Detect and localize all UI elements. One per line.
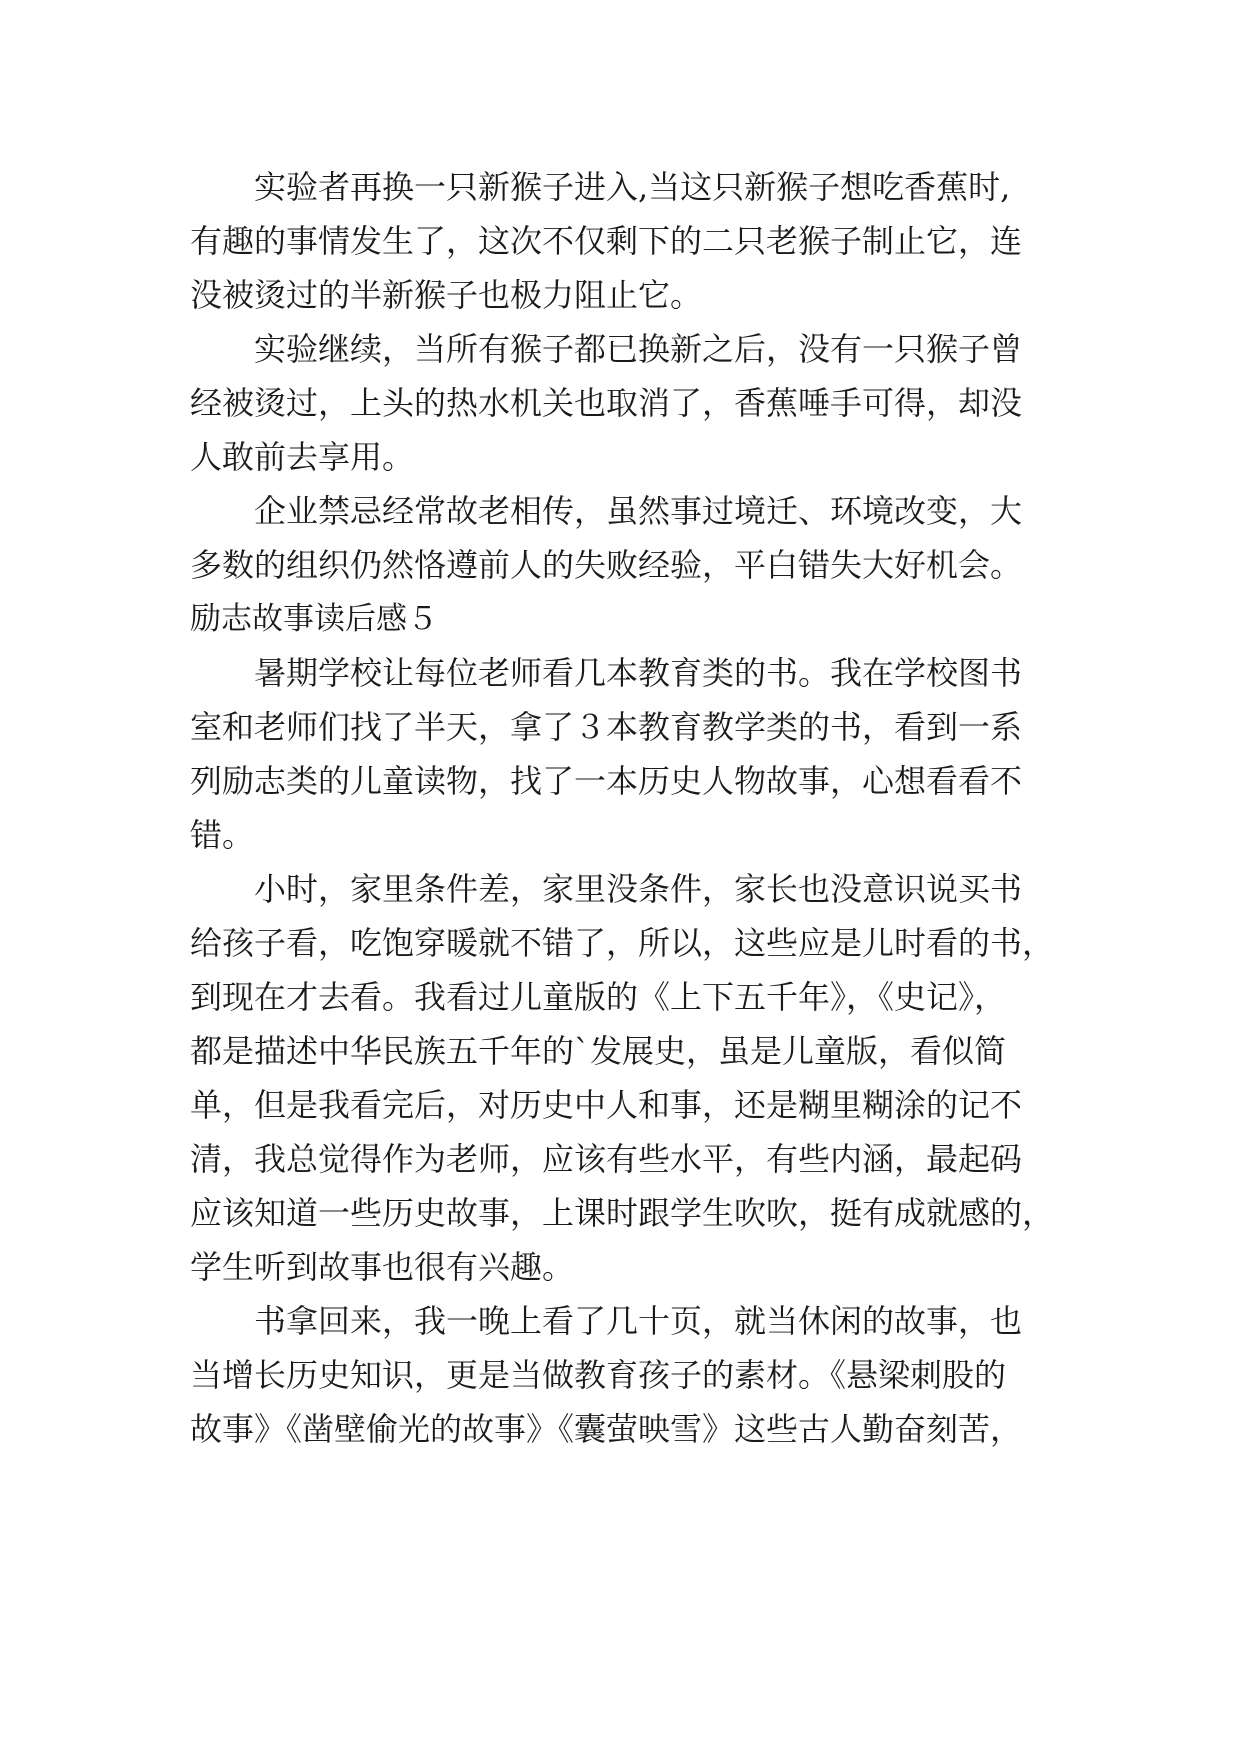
paragraph-line: 列励志类的儿童读物，找了一本历史人物故事，心想看看不 [190, 762, 1023, 800]
paragraph-line: 都是描述中华民族五千年的`发展史，虽是儿童版，看似简 [190, 1032, 1007, 1070]
paragraph-line: 经被烫过，上头的热水机关也取消了，香蕉唾手可得，却没 [190, 384, 1023, 422]
paragraph-line: 室和老师们找了半天，拿了３本教育教学类的书，看到一系 [190, 708, 1023, 746]
paragraph-line: 实验继续，当所有猴子都已换新之后，没有一只猴子曾 [254, 330, 1023, 368]
paragraph-line: 给孩子看，吃饱穿暖就不错了，所以，这些应是儿时看的书， [190, 924, 1055, 962]
paragraph-line: 企业禁忌经常故老相传，虽然事过境迁、环境改变，大 [254, 492, 1023, 530]
paragraph-line: 人敢前去享用。 [190, 438, 415, 476]
paragraph-line: 错。 [190, 816, 255, 854]
paragraph-line: 小时，家里条件差，家里没条件，家长也没意识说买书 [254, 870, 1023, 908]
paragraph-line: 到现在才去看。我看过儿童版的《上下五千年》，《史记》， [190, 978, 1007, 1016]
paragraph-line: 没被烫过的半新猴子也极力阻止它。 [190, 276, 703, 314]
paragraph-line: 书拿回来，我一晚上看了几十页，就当休闲的故事，也 [254, 1302, 1023, 1340]
paragraph-line: 暑期学校让每位老师看几本教育类的书。我在学校图书 [254, 654, 1023, 692]
section-heading: 励志故事读后感５ [190, 601, 438, 637]
paragraph-line: 学生听到故事也很有兴趣。 [190, 1248, 575, 1286]
paragraph-line: 多数的组织仍然恪遵前人的失败经验，平白错失大好机会。 [190, 546, 1023, 584]
document-body [190, 160, 1090, 1456]
paragraph-line: 实验者再换一只新猴子进入,当这只新猴子想吃香蕉时, [254, 168, 1011, 206]
paragraph-line: 故事》《凿壁偷光的故事》《囊萤映雪》这些古人勤奋刻苦， [190, 1410, 1023, 1448]
paragraph-line: 清，我总觉得作为老师，应该有些水平，有些内涵，最起码 [190, 1140, 1023, 1178]
paragraph-line: 单，但是我看完后，对历史中人和事，还是糊里糊涂的记不 [190, 1086, 1023, 1124]
paragraph-line: 有趣的事情发生了，这次不仅剩下的二只老猴子制止它，连 [190, 222, 1023, 260]
paragraph-line: 应该知道一些历史故事，上课时跟学生吹吹，挺有成就感的， [190, 1194, 1055, 1232]
paragraph-line: 当增长历史知识，更是当做教育孩子的素材。《悬梁刺股的 [190, 1356, 1007, 1394]
